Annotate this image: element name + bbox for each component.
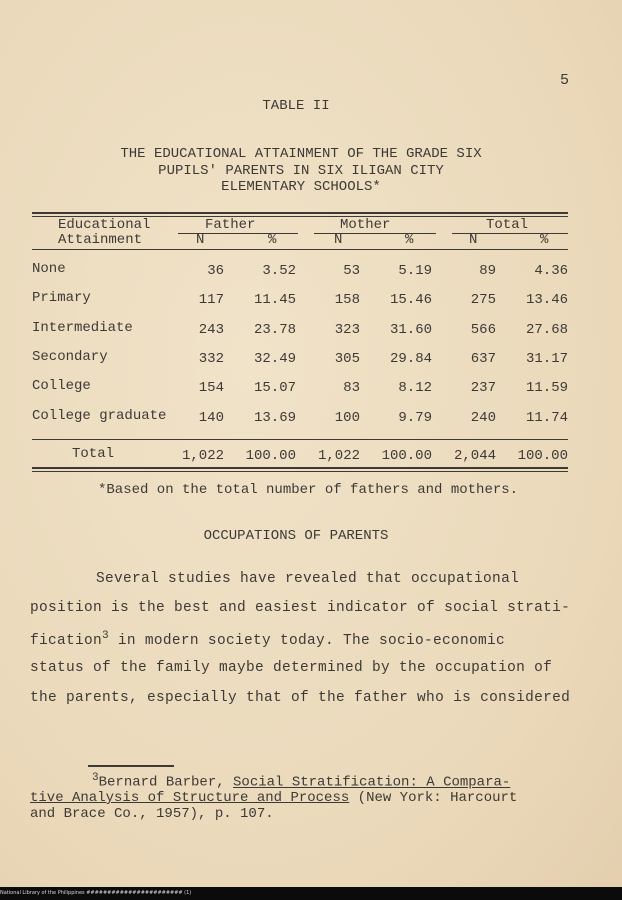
- header-father: Father: [205, 217, 256, 233]
- paragraph-line-4: status of the family maybe determined by the occupation of: [30, 660, 553, 676]
- table-title-line-3: ELEMENTARY SCHOOLS*: [221, 179, 381, 195]
- footnote-author: Bernard Barber,: [98, 774, 234, 791]
- header-total: Total: [486, 217, 529, 233]
- mother-n-cell: 83: [343, 380, 360, 396]
- father-pct-cell: 11.45: [253, 292, 296, 308]
- scan-credit-strip: National Library of the Philippines ####################### (1): [0, 887, 622, 900]
- mother-n-cell: 305: [334, 351, 360, 367]
- page-number: 5: [560, 72, 570, 89]
- mother-pct-cell: 5.19: [398, 263, 432, 279]
- total-row-label: Total: [72, 446, 115, 462]
- row-label: None: [32, 261, 66, 277]
- total-mother-n: 1,022: [317, 448, 360, 464]
- total-pct-cell: 31.17: [525, 351, 568, 367]
- mother-n-cell: 158: [334, 292, 360, 308]
- row-label: College graduate: [32, 408, 167, 424]
- row-label: Primary: [32, 290, 91, 306]
- father-pct-cell: 23.78: [253, 322, 296, 338]
- total-n-cell: 637: [470, 351, 496, 367]
- total-mother-pct: 100.00: [381, 448, 432, 464]
- footnote-ref-3: 3: [102, 630, 109, 642]
- table-title-line-1: THE EDUCATIONAL ATTAINMENT OF THE GRADE SIX: [120, 146, 482, 162]
- father-n-cell: 36: [207, 263, 224, 279]
- mother-group-rule: [314, 233, 436, 234]
- header-bottom-rule: [32, 249, 568, 250]
- father-n-cell: 140: [198, 410, 224, 426]
- header-father-pct: %: [268, 232, 277, 248]
- footnote-line-1: [92, 772, 510, 791]
- paragraph-line-3: [30, 630, 505, 649]
- paragraph-line-3-end: in modern society today. The socio-economic: [108, 632, 505, 649]
- total-father-n: 1,022: [181, 448, 224, 464]
- total-pct-cell: 11.59: [525, 380, 568, 396]
- table-label: TABLE II: [262, 98, 330, 114]
- father-pct-cell: 32.49: [253, 351, 296, 367]
- table-bottom-rule-2: [32, 471, 568, 472]
- row-label: College: [32, 378, 91, 394]
- footnote-title-1: Social Stratification: A Compara-: [233, 774, 511, 791]
- mother-pct-cell: 29.84: [389, 351, 432, 367]
- header-total-pct: %: [540, 232, 549, 248]
- table-top-rule: [32, 212, 568, 214]
- row-label: Intermediate: [32, 320, 133, 336]
- mother-n-cell: 53: [343, 263, 360, 279]
- footnote-line-2: [30, 790, 517, 806]
- total-pct-cell: 4.36: [534, 263, 568, 279]
- father-n-cell: 243: [198, 322, 224, 338]
- mother-n-cell: 323: [334, 322, 360, 338]
- total-top-rule: [32, 439, 568, 440]
- total-n-cell: 89: [479, 263, 496, 279]
- total-n-cell: 237: [470, 380, 496, 396]
- total-n-cell: 566: [470, 322, 496, 338]
- table-title-line-2: PUPILS' PARENTS IN SIX ILIGAN CITY: [158, 163, 444, 179]
- footnote-divider: [88, 765, 174, 767]
- father-pct-cell: 3.52: [262, 263, 296, 279]
- total-pct-cell: 27.68: [525, 322, 568, 338]
- header-total-n: N: [469, 232, 478, 248]
- mother-pct-cell: 8.12: [398, 380, 432, 396]
- header-attainment: Attainment: [58, 232, 143, 248]
- footnote-marker: 3: [92, 772, 99, 784]
- footnote-line-3: and Brace Co., 1957), p. 107.: [30, 806, 274, 822]
- section-heading: OCCUPATIONS OF PARENTS: [203, 528, 389, 544]
- row-label: Secondary: [32, 349, 108, 365]
- father-n-cell: 154: [198, 380, 224, 396]
- paragraph-line-3-start: fication: [30, 632, 103, 649]
- paragraph-line-5: the parents, especially that of the father who is considered: [30, 690, 571, 706]
- header-mother: Mother: [340, 217, 391, 233]
- paragraph-line-1: Several studies have revealed that occupational: [96, 571, 520, 587]
- total-n-cell: 240: [470, 410, 496, 426]
- total-n-cell: 275: [470, 292, 496, 308]
- father-pct-cell: 13.69: [253, 410, 296, 426]
- footnote-publisher: (New York: Harcourt: [349, 790, 518, 806]
- father-pct-cell: 15.07: [253, 380, 296, 396]
- total-father-pct: 100.00: [245, 448, 296, 464]
- total-pct-cell: 13.46: [525, 292, 568, 308]
- header-mother-n: N: [334, 232, 343, 248]
- footnote-title-2: tive Analysis of Structure and Process: [30, 790, 350, 806]
- table-bottom-rule: [32, 467, 568, 469]
- table-footnote: *Based on the total number of fathers and mothers.: [98, 482, 519, 498]
- header-educational: Educational: [58, 217, 151, 233]
- total-total-n: 2,044: [453, 448, 496, 464]
- mother-n-cell: 100: [334, 410, 360, 426]
- total-total-pct: 100.00: [517, 448, 568, 464]
- father-n-cell: 117: [198, 292, 224, 308]
- header-mother-pct: %: [405, 232, 414, 248]
- father-n-cell: 332: [198, 351, 224, 367]
- total-pct-cell: 11.74: [525, 410, 568, 426]
- mother-pct-cell: 15.46: [389, 292, 432, 308]
- mother-pct-cell: 9.79: [398, 410, 432, 426]
- mother-pct-cell: 31.60: [389, 322, 432, 338]
- header-father-n: N: [196, 232, 205, 248]
- paragraph-line-2: position is the best and easiest indicator of social strati-: [30, 600, 571, 616]
